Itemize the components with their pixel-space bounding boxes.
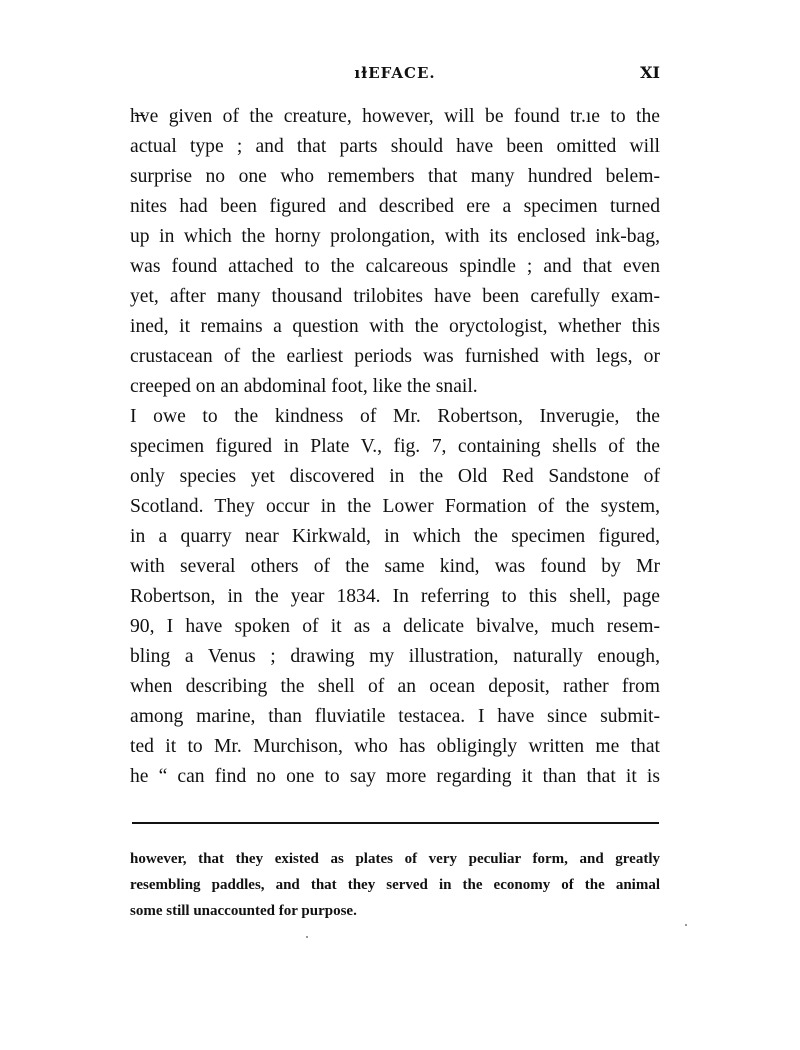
footnote-line: however, that they existed as plates of very peculiar form, and greatly bbox=[130, 851, 660, 867]
body-line: among marine, than fluviatile testacea. I have since submit- bbox=[130, 706, 660, 727]
body-line: yet, after many thousand trilobites have been carefully exam- bbox=[130, 286, 660, 307]
body-line: in a quarry near Kirkwald, in which the specimen figured, bbox=[130, 526, 660, 547]
body-line: surprise no one who remembers that many hundred belem- bbox=[130, 166, 660, 187]
body-line: specimen figured in Plate V., fig. 7, containing shells of the bbox=[130, 436, 660, 457]
body-line: up in which the horny prolongation, with its enclosed ink-bag, bbox=[130, 226, 660, 247]
print-speck bbox=[685, 924, 687, 926]
body-line: with several others of the same kind, was found by Mr bbox=[130, 556, 660, 577]
body-text bbox=[130, 102, 660, 792]
footnote bbox=[130, 846, 660, 924]
body-line: actual type ; and that parts should have been omitted will bbox=[130, 136, 660, 157]
page-number: XI bbox=[640, 63, 660, 82]
footnote-line: resembling paddles, and that they served in the economy of the animal bbox=[130, 877, 660, 893]
body-line: ined, it remains a question with the oryctologist, whether this bbox=[130, 316, 660, 337]
body-line: I owe to the kindness of Mr. Robertson, Inverugie, the bbox=[130, 406, 660, 427]
running-head bbox=[130, 60, 660, 88]
body-line: 90, I have spoken of it as a delicate bivalve, much resem- bbox=[130, 616, 660, 637]
print-speck bbox=[306, 936, 308, 938]
body-line: only species yet discovered in the Old Red Sandstone of bbox=[130, 466, 660, 487]
body-line: Robertson, in the year 1834. In referring to this shell, page bbox=[130, 586, 660, 607]
body-line: was found attached to the calcareous spindle ; and that even bbox=[130, 256, 660, 277]
body-line: Scotland. They occur in the Lower Formation of the system, bbox=[130, 496, 660, 517]
body-line: bling a Venus ; drawing my illustration, naturally enough, bbox=[130, 646, 660, 667]
body-line: ted it to Mr. Murchison, who has obligingly written me that bbox=[130, 736, 660, 757]
footnote-rule bbox=[132, 822, 659, 824]
footnote-line: some still unaccounted for purpose. bbox=[130, 903, 357, 919]
body-line: when describing the shell of an ocean deposit, rather from bbox=[130, 676, 660, 697]
body-line: he “ can find no one to say more regarding it than that it is bbox=[130, 766, 660, 787]
body-line: h̶ve given of the creature, however, will be found tr.ıe to the bbox=[130, 106, 660, 127]
running-title: ıɫEFACE. bbox=[354, 64, 436, 82]
body-line: creeped on an abdominal foot, like the snail. bbox=[130, 376, 478, 397]
body-line: crustacean of the earliest periods was furnished with legs, or bbox=[130, 346, 660, 367]
body-line: nites had been figured and described ere a specimen turned bbox=[130, 196, 660, 217]
